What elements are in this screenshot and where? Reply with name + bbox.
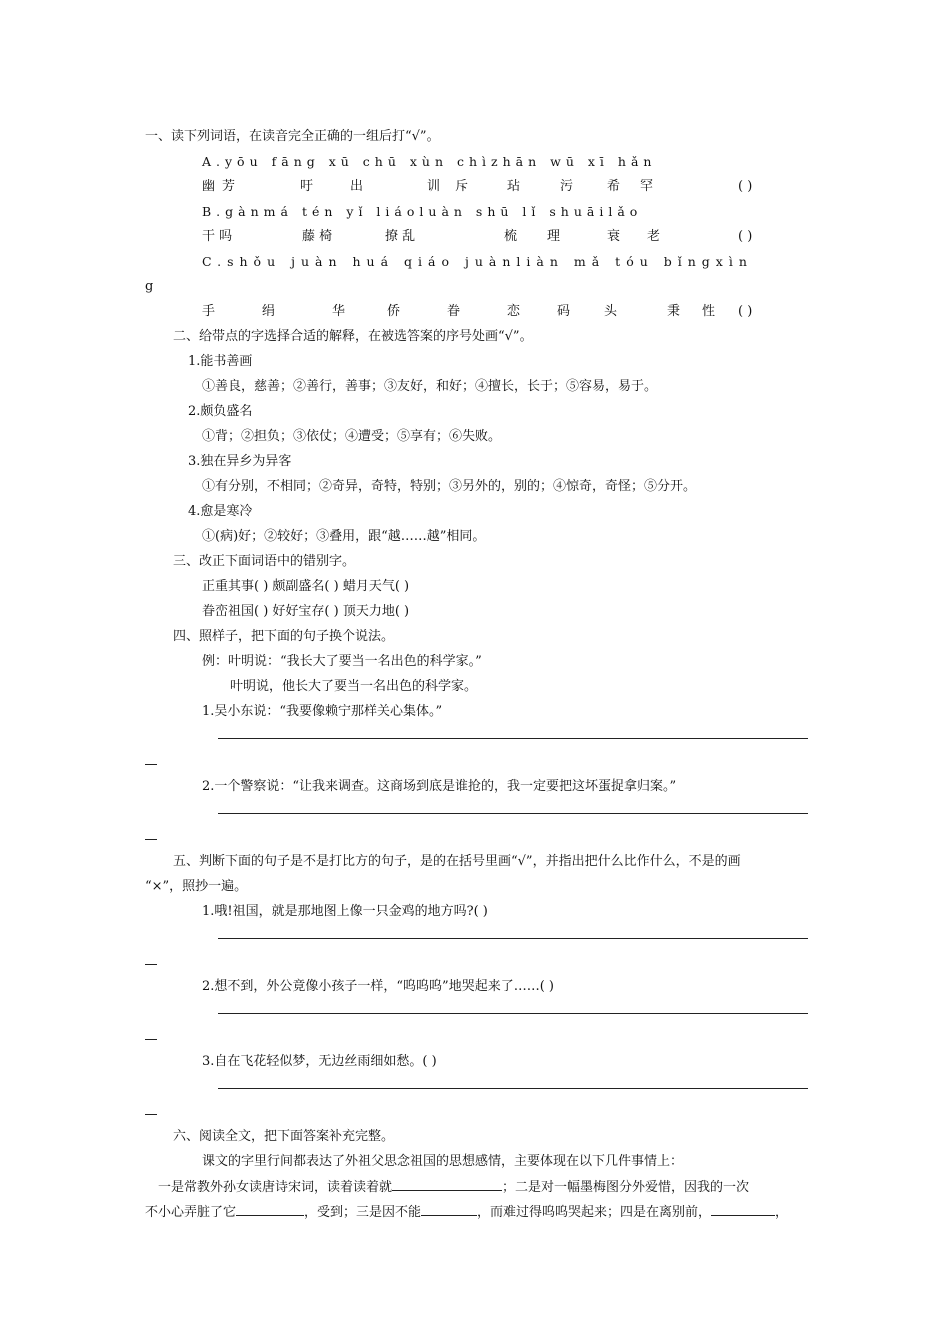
q2-item-stem: 2.颇负盛名 [188,404,253,419]
q5-title: 五、判断下面的句子是不是打比方的句子，是的在括号里画“√”，并指出把什么比作什么，不是的画 [173,854,741,869]
word: 藤 椅 [302,229,333,244]
text: ，受到；三是因不能 [304,1205,422,1220]
word: 芳 [222,179,236,194]
word: 衰 [607,229,621,244]
word: 污 [560,179,574,194]
word: 玷 [507,179,521,194]
word: 干 吗 [202,229,233,244]
q2-item-stem: 3.独在异乡为异客 [188,454,292,469]
answer-line[interactable] [218,813,808,814]
q1-c-pinyin: C.shǒu juàn huá qiáo juànliàn mǎ tóu bǐngxìn [202,254,753,269]
word: 幽 [202,179,216,194]
answer-line-tail [145,964,157,965]
q2-item-stem: 4.愈是寒冷 [188,504,253,519]
word: 训 [427,179,441,194]
word: 老 [647,229,661,244]
word: 吁 [300,179,314,194]
word: 出 [350,179,364,194]
q3-title: 三、改正下面词语中的错别字。 [173,554,356,569]
q2-item-options[interactable]: ①(病)好；②较好；③叠用，跟“越……越”相同。 [202,529,486,544]
fill-blank[interactable] [421,1203,477,1216]
q5-title-cont: “×”，照抄一遍。 [145,879,248,894]
answer-line-tail [145,839,157,840]
fill-blank[interactable] [236,1203,304,1216]
q3-row[interactable]: 眷峦祖国( ) 好好宝存( ) 顶天力地( ) [202,604,410,619]
q2-item-stem: 1.能书善画 [188,354,253,369]
word: 华 [332,304,346,319]
word: 侨 [387,304,401,319]
word: 性 [702,304,716,319]
q1-a-pinyin: A.yōu fāng xū chū xùn chìzhān wū xī hǎn [202,154,657,169]
q1-title: 一、读下列词语，在读音完全正确的一组后打“√”。 [145,129,440,144]
q1-c-pinyin-wrap: g [145,279,154,294]
fill-blank[interactable] [711,1203,775,1216]
word: 码 [557,304,571,319]
word: 秉 [667,304,681,319]
q4-item: 1.吴小东说：“我要像赖宁那样关心集体。” [202,704,443,719]
word: 手 [202,304,216,319]
text: ；二是对一幅墨梅图分外爱惜，因我的一次 [502,1180,750,1195]
q5-item: 2.想不到，外公竟像小孩子一样，“呜呜呜”地哭起来了……( ) [202,979,554,994]
answer-line[interactable] [218,1088,808,1089]
q6-paragraph-line [145,1203,788,1222]
word: 头 [604,304,618,319]
word: 斥 [455,179,469,194]
word: 绢 [262,304,276,319]
text: 一是常教外孙女读唐诗宋词，读着读着就 [158,1180,393,1195]
q4-example: 例：叶明说：“我长大了要当一名出色的科学家。” [202,654,482,669]
text: ， [775,1205,789,1220]
q4-title: 四、照样子，把下面的句子换个说法。 [173,629,395,644]
q5-item: 1.哦!祖国，就是那地图上像一只金鸡的地方吗?( ) [202,904,488,919]
word: 理 [547,229,561,244]
word: 罕 [640,179,654,194]
answer-line[interactable] [218,738,808,739]
answer-line[interactable] [218,1013,808,1014]
answer-line-tail [145,764,157,765]
q2-item-options[interactable]: ①有分别，不相同；②奇异，奇特，特别；③另外的，别的；④惊奇，奇怪；⑤分开。 [202,479,697,494]
q1-b-answer-paren[interactable]: ( ) [738,229,753,244]
fill-blank[interactable] [392,1178,502,1191]
q1-c-answer-paren[interactable]: ( ) [738,304,753,319]
q4-example-answer: 叶明说，他长大了要当一名出色的科学家。 [230,679,478,694]
q5-item: 3.自在飞花轻似梦，无边丝雨细如愁。( ) [202,1054,437,1069]
word: 眷 [447,304,461,319]
q2-title: 二、给带点的字选择合适的解释，在被选答案的序号处画“√”。 [173,329,533,344]
q6-paragraph-line [158,1178,749,1197]
q2-item-options[interactable]: ①背；②担负；③依仗；④遭受；⑤享有；⑥失败。 [202,429,502,444]
q3-row[interactable]: 正重其事( ) 颇副盛名( ) 蜡月天气( ) [202,579,410,594]
answer-line[interactable] [218,938,808,939]
answer-line-tail [145,1114,157,1115]
text: ，而难过得呜呜哭起来；四是在离别前， [477,1205,712,1220]
q1-b-pinyin: B.gànmá tén yǐ liáoluàn shū lǐ shuāilǎo [202,204,643,219]
q6-intro: 课文的字里行间都表达了外祖父思念祖国的思想感情，主要体现在以下几件事情上： [202,1154,684,1169]
q1-a-answer-paren[interactable]: ( ) [738,179,753,194]
text: 不小心弄脏了它 [145,1205,237,1220]
word: 撩 乱 [385,229,416,244]
word: 希 [607,179,621,194]
q2-item-options[interactable]: ①善良，慈善；②善行，善事；③友好，和好；④擅长，长于；⑤容易，易于。 [202,379,658,394]
word: 梳 [504,229,518,244]
answer-line-tail [145,1039,157,1040]
q6-title: 六、阅读全文，把下面答案补充完整。 [173,1129,395,1144]
word: 恋 [507,304,521,319]
q4-item: 2.一个警察说：“让我来调查。这商场到底是谁抢的，我一定要把这坏蛋捉拿归案。” [202,779,677,794]
